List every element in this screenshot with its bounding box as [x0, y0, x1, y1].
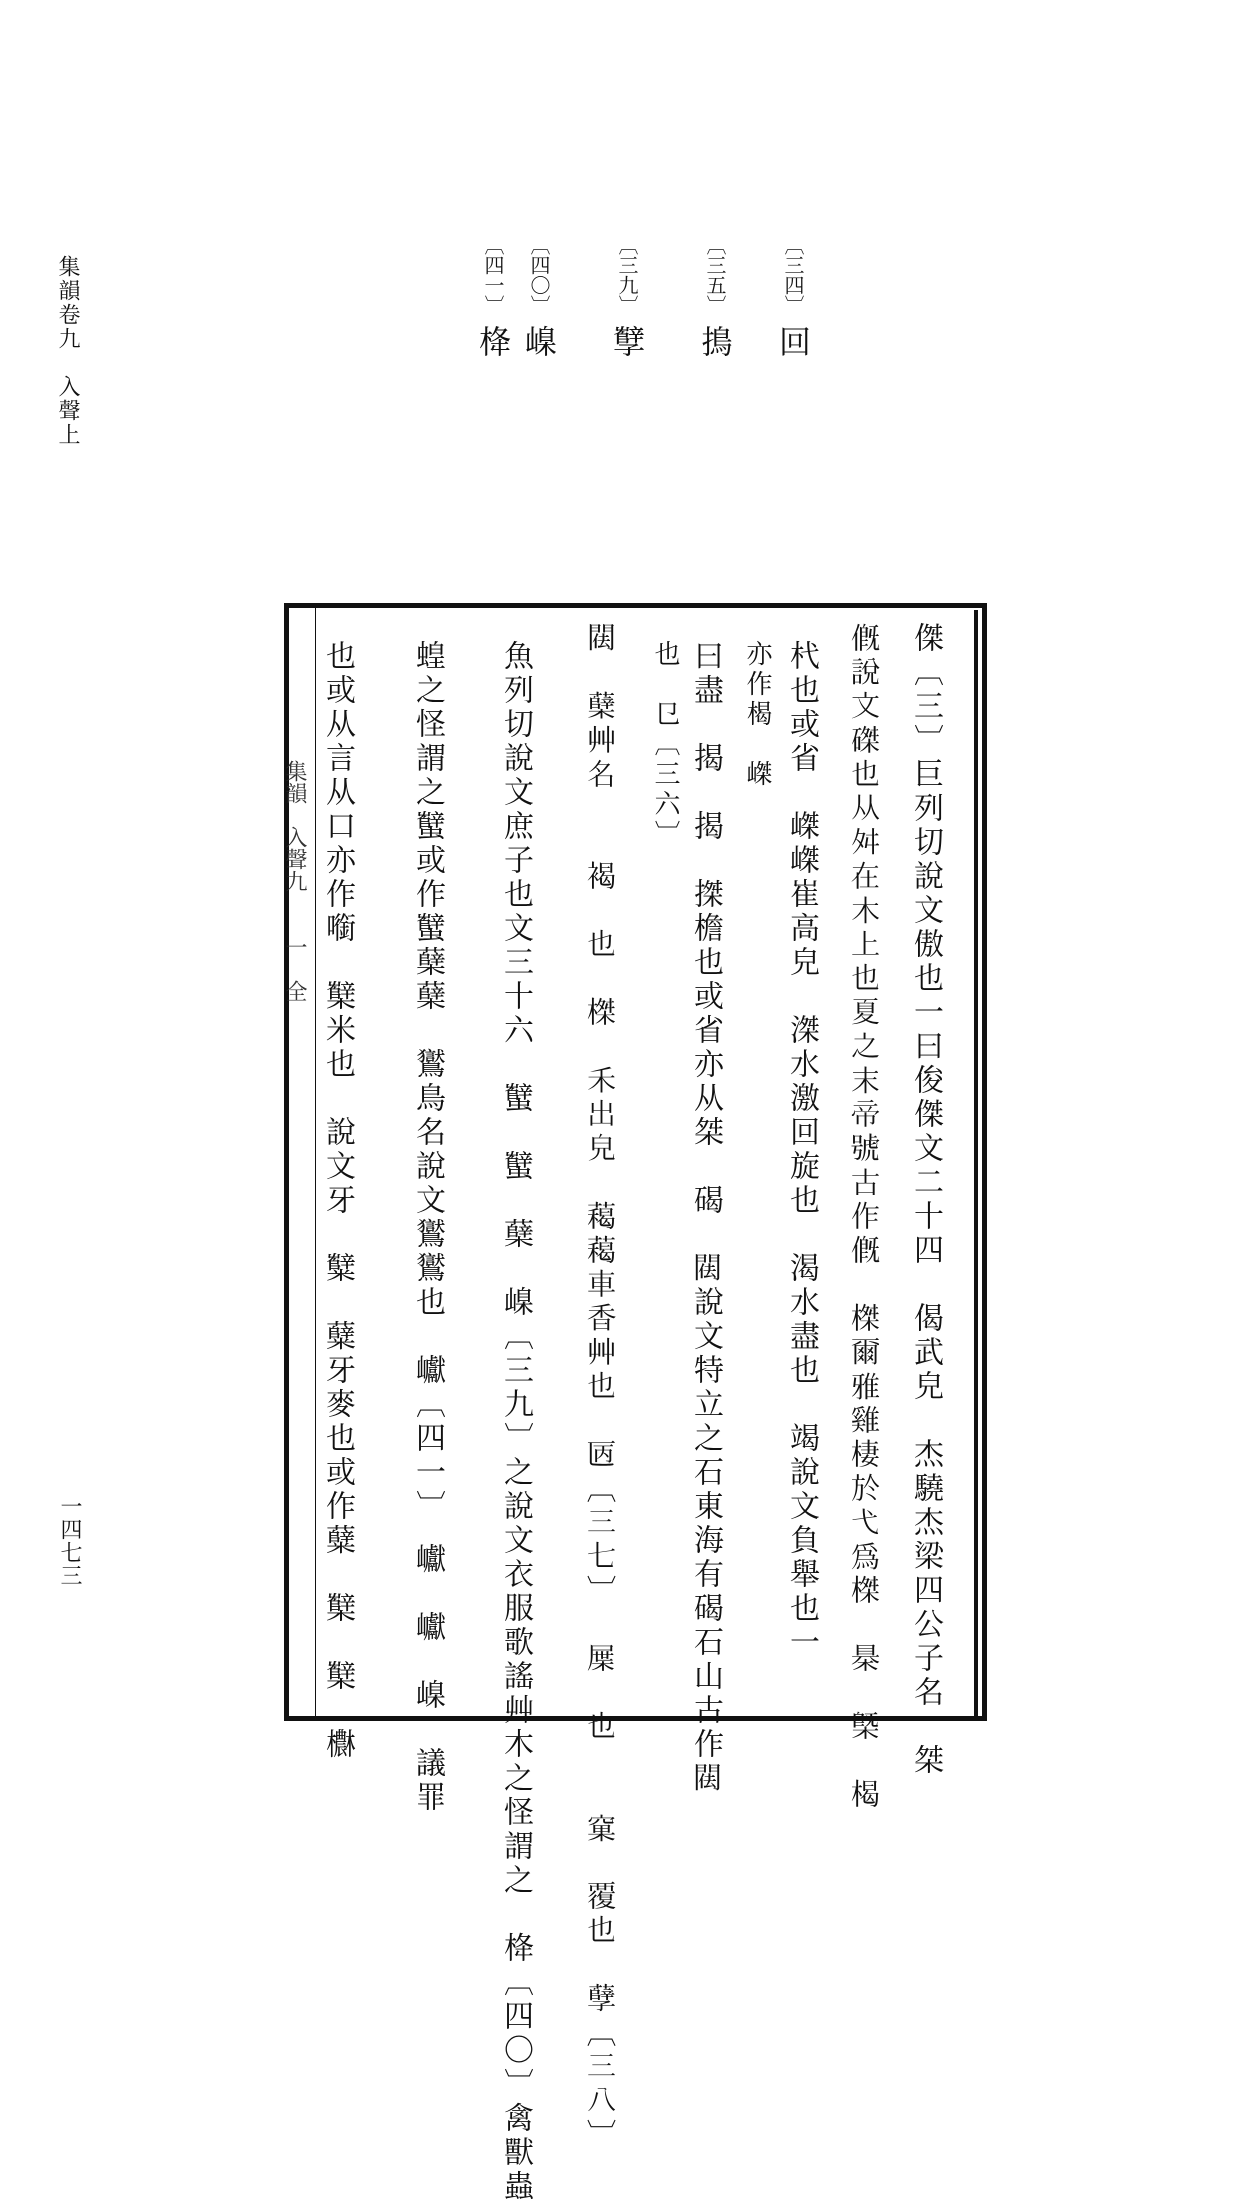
note-char: 回 [774, 325, 812, 357]
note-39 [604, 235, 650, 357]
fish-tail-margin: 集韻 入聲九 一 全 [282, 760, 307, 1002]
text-column-1: 傑〔三〕巨列切說文傲也一曰俊傑文二十四 偈武皃 杰驍杰梁四公子名 桀 [908, 622, 943, 1778]
text-column-6: 也 㔾〔三六〕 [650, 640, 680, 1617]
note-char: 嵲 [520, 325, 558, 357]
note-number: 〔三五〕 [703, 235, 727, 315]
note-char: 孼 [608, 325, 646, 357]
note-char: 栙 [474, 325, 512, 357]
note-34 [770, 235, 816, 357]
text-column-10: 也或从言从口亦作㘅 櫱米也 說文牙 糱 糵牙麥也或作糵 櫱 櫱 欁 [320, 640, 355, 1762]
text-frame [284, 603, 987, 2152]
text-column-4: 亦作楬 嵥 [742, 640, 772, 1630]
running-head: 集韻卷九 入聲上 [55, 255, 80, 447]
page-number: 一四七三 [57, 1495, 82, 1587]
text-column-3: 杙也或省 嵥嵥崔高皃 滐水激回旋也 渴水盡也 竭說文負舉也一 [784, 640, 819, 1660]
collation-notes [470, 235, 810, 435]
note-char: 㨶 [696, 325, 734, 357]
text-column-8: 魚列切說文庶子也文三十六 蠥 蠥 蘖 嵲〔三九〕之說文衣服歌謠艸木之怪謂之 栙〔四〇〕禽獸蟲 [498, 640, 533, 2204]
note-number: 〔三九〕 [615, 235, 639, 315]
frame-right-rule [974, 610, 978, 1718]
note-number: 〔四〇〕 [527, 235, 551, 315]
text-column-5: 曰盡 揭 揭 搩檐也或省亦从桀 碣 𨴿說文特立之石東海有碣石山古作𨴿 [688, 640, 723, 1796]
text-column-9: 蝗之怪謂之蠥或作蠥蘖蘖 鸑鳥名說文鸑鸑也 巘〔四一〕 巘 巘 嵲 議罪 [410, 640, 445, 1815]
note-number: 〔四一〕 [481, 235, 505, 315]
note-41 [470, 235, 516, 357]
note-35 [692, 235, 738, 357]
text-column-7: 𨴿 蘖艸名 褐 也 榤 禾出皃 藒藒車香艸也 㔷〔三七〕 屟 也 窠 覆也 孽〔三八〕 [582, 622, 617, 2152]
note-number: 〔三四〕 [781, 235, 805, 315]
note-40 [516, 235, 562, 357]
text-column-2: 𠌰說文磔也从舛在木上也夏之末帝號古作𠌰 榤爾雅雞棲於弋爲榤 㮂 㮣 楬 [846, 622, 881, 1812]
